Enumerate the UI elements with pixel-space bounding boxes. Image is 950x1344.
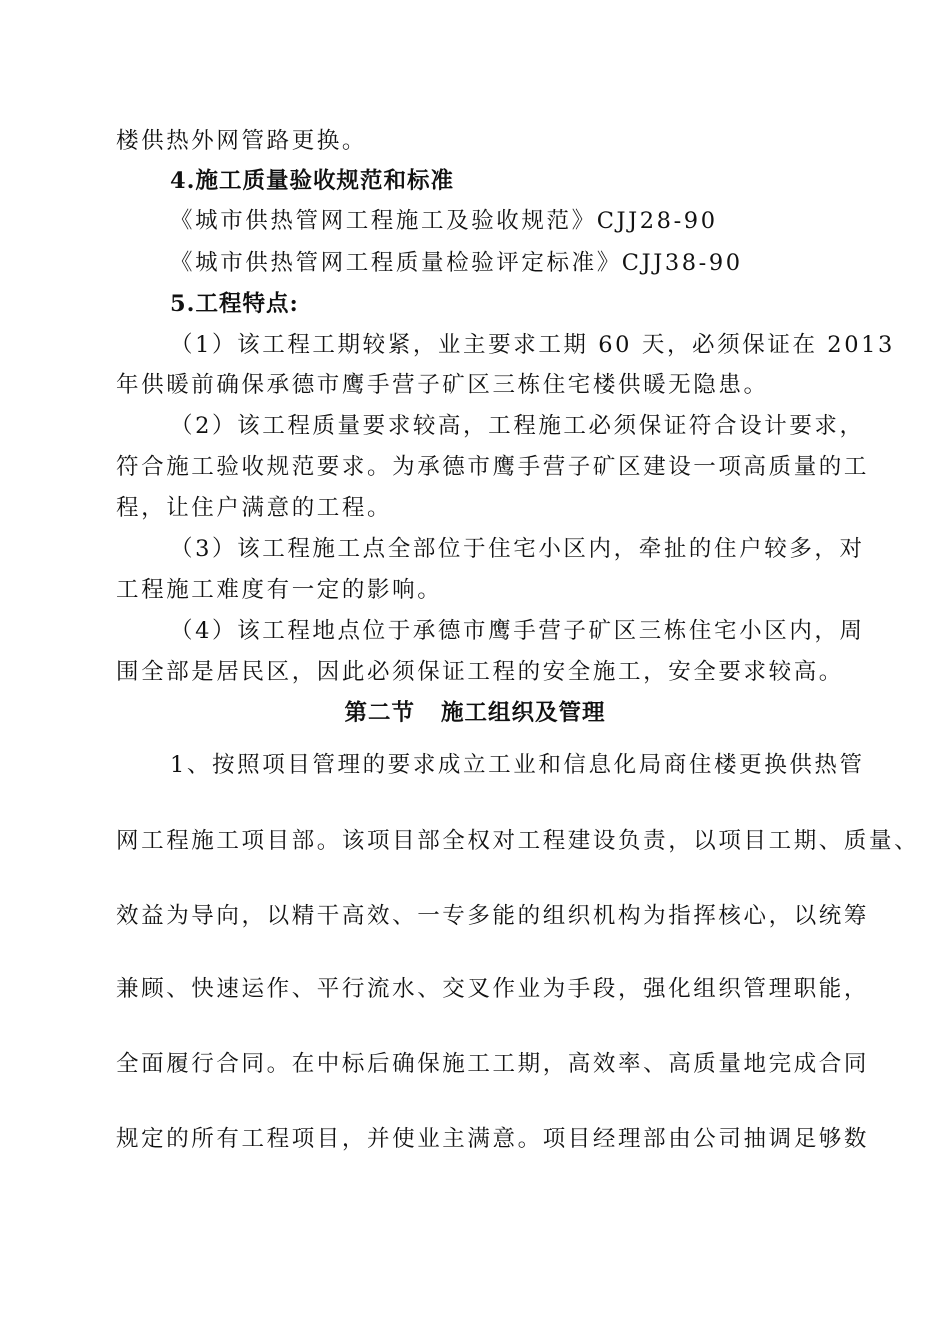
text-line: 楼供热外网管路更换。 — [116, 128, 368, 154]
subheading-features: 5.工程特点: — [170, 291, 299, 317]
body-line: 1、按照项目管理的要求成立工业和信息化局商住楼更换供热管 — [170, 752, 865, 778]
text-line: 程，让住户满意的工程。 — [116, 495, 393, 521]
body-line: 全面履行合同。在中标后确保施工工期，高效率、高质量地完成合同 — [116, 1051, 870, 1077]
section-heading-title: 施工组织及管理 — [441, 700, 606, 726]
text-line: （3）该工程施工点全部位于住宅小区内，牵扯的住户较多，对 — [170, 536, 865, 562]
text-line: 年供暖前确保承德市鹰手营子矿区三栋住宅楼供暖无隐患。 — [116, 372, 769, 398]
text-line: （2）该工程质量要求较高，工程施工必须保证符合设计要求， — [170, 413, 865, 439]
body-line: 网工程施工项目部。该项目部全权对工程建设负责，以项目工期、质量、 — [116, 828, 920, 854]
text-line: 围全部是居民区，因此必须保证工程的安全施工，安全要求较高。 — [116, 659, 844, 685]
section-heading-number: 第二节 — [344, 700, 415, 726]
text-line: 符合施工验收规范要求。为承德市鹰手营子矿区建设一项高质量的工 — [116, 454, 870, 480]
body-line: 兼顾、快速运作、平行流水、交叉作业为手段，强化组织管理职能， — [116, 976, 870, 1002]
subheading-standards: 4.施工质量验收规范和标准 — [170, 168, 454, 194]
text-line: 工程施工难度有一定的影响。 — [116, 577, 443, 603]
section-heading — [0, 698, 950, 728]
body-line: 效益为导向，以精干高效、一专多能的组织机构为指挥核心，以统筹 — [116, 903, 870, 929]
text-line: （4）该工程地点位于承德市鹰手营子矿区三栋住宅小区内，周 — [170, 618, 865, 644]
text-line: 《城市供热管网工程质量检验评定标准》CJJ38-90 — [170, 250, 743, 276]
text-line: 《城市供热管网工程施工及验收规范》CJJ28-90 — [170, 208, 718, 234]
text-line: （1）该工程工期较紧，业主要求工期 60 天，必须保证在 2013 — [170, 332, 895, 358]
body-line: 规定的所有工程项目，并使业主满意。项目经理部由公司抽调足够数 — [116, 1126, 870, 1152]
